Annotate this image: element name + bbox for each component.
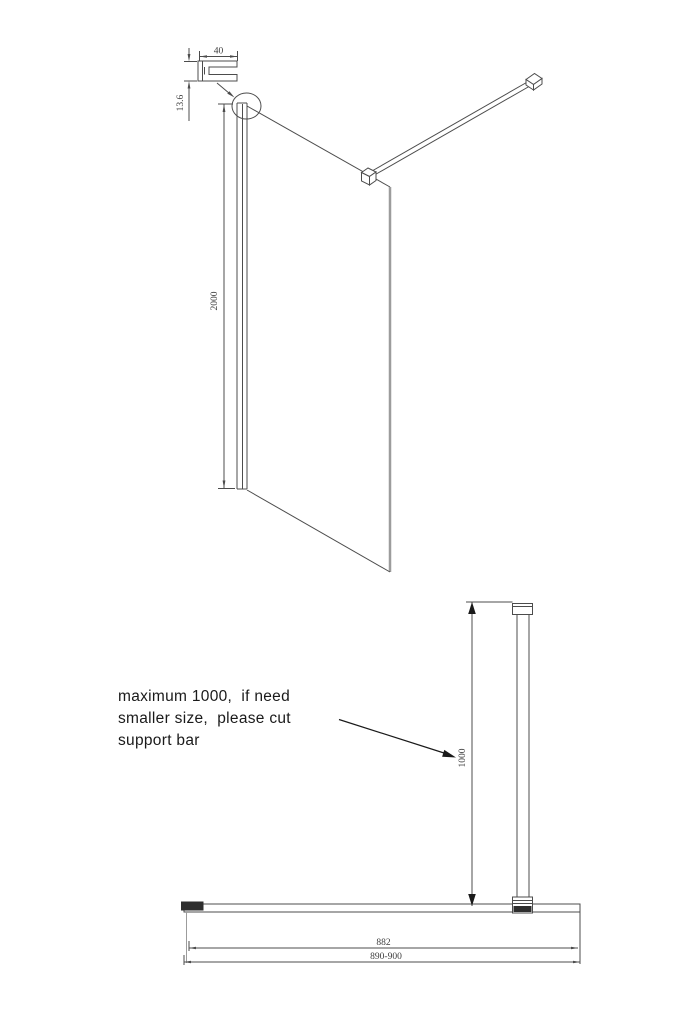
dim-overall-width [184,952,580,965]
arrowhead-left [189,947,196,950]
support-bar [372,81,533,176]
arrowhead-bottom [223,481,226,489]
clamp-profile-detail [198,61,237,81]
annotation-arrow [339,720,456,758]
dim-text-882: 882 [376,938,391,948]
bar-lower-line [375,85,533,176]
dim-text-1000: 1000 [458,748,468,768]
detail-leader-arrow [217,83,235,98]
arrowhead-bottom [188,81,191,89]
wall-profile-cap [181,902,204,911]
arrowhead-top [223,104,226,112]
glass-bottom-edge [247,490,390,572]
bar-upper-line [372,81,530,172]
bar-top-cap [513,604,533,615]
annotation-arrow-line [339,720,444,754]
arrowhead-right [573,961,580,964]
leader-line [217,83,230,94]
arrowhead-left [184,961,191,964]
dim-text-890-900: 890-900 [370,952,402,962]
dim-bracket-width [200,47,238,62]
dim-bracket-height [176,48,197,121]
note-line-2: smaller size, please cut [118,710,291,727]
support-bar-wall-bracket [526,74,542,91]
note-line-3: support bar [118,732,200,749]
dim-glass-height [210,104,235,489]
note-line-1: maximum 1000, if need [118,688,291,705]
support-bar-side [513,604,533,914]
arrowhead-left [200,55,208,58]
arrowhead-right [571,947,578,950]
arrowhead-top [468,602,476,614]
annotation-note [118,688,456,758]
bar-bottom-cap-band [514,906,532,912]
clamp-profile-outline [198,61,237,81]
dim-text-2000: 2000 [210,291,220,311]
side-view [181,602,580,965]
dim-glass-width [189,938,578,951]
dim-bar-height [458,602,513,906]
annotation-arrowhead [442,750,456,758]
wall-profile [237,103,247,489]
arrowhead-right [230,55,238,58]
dim-text-40: 40 [213,46,224,57]
front-view [176,47,542,573]
arrowhead-top [188,54,191,62]
support-bar-glass-clamp [362,168,377,185]
dim-text-13-6: 13.6 [176,94,186,112]
